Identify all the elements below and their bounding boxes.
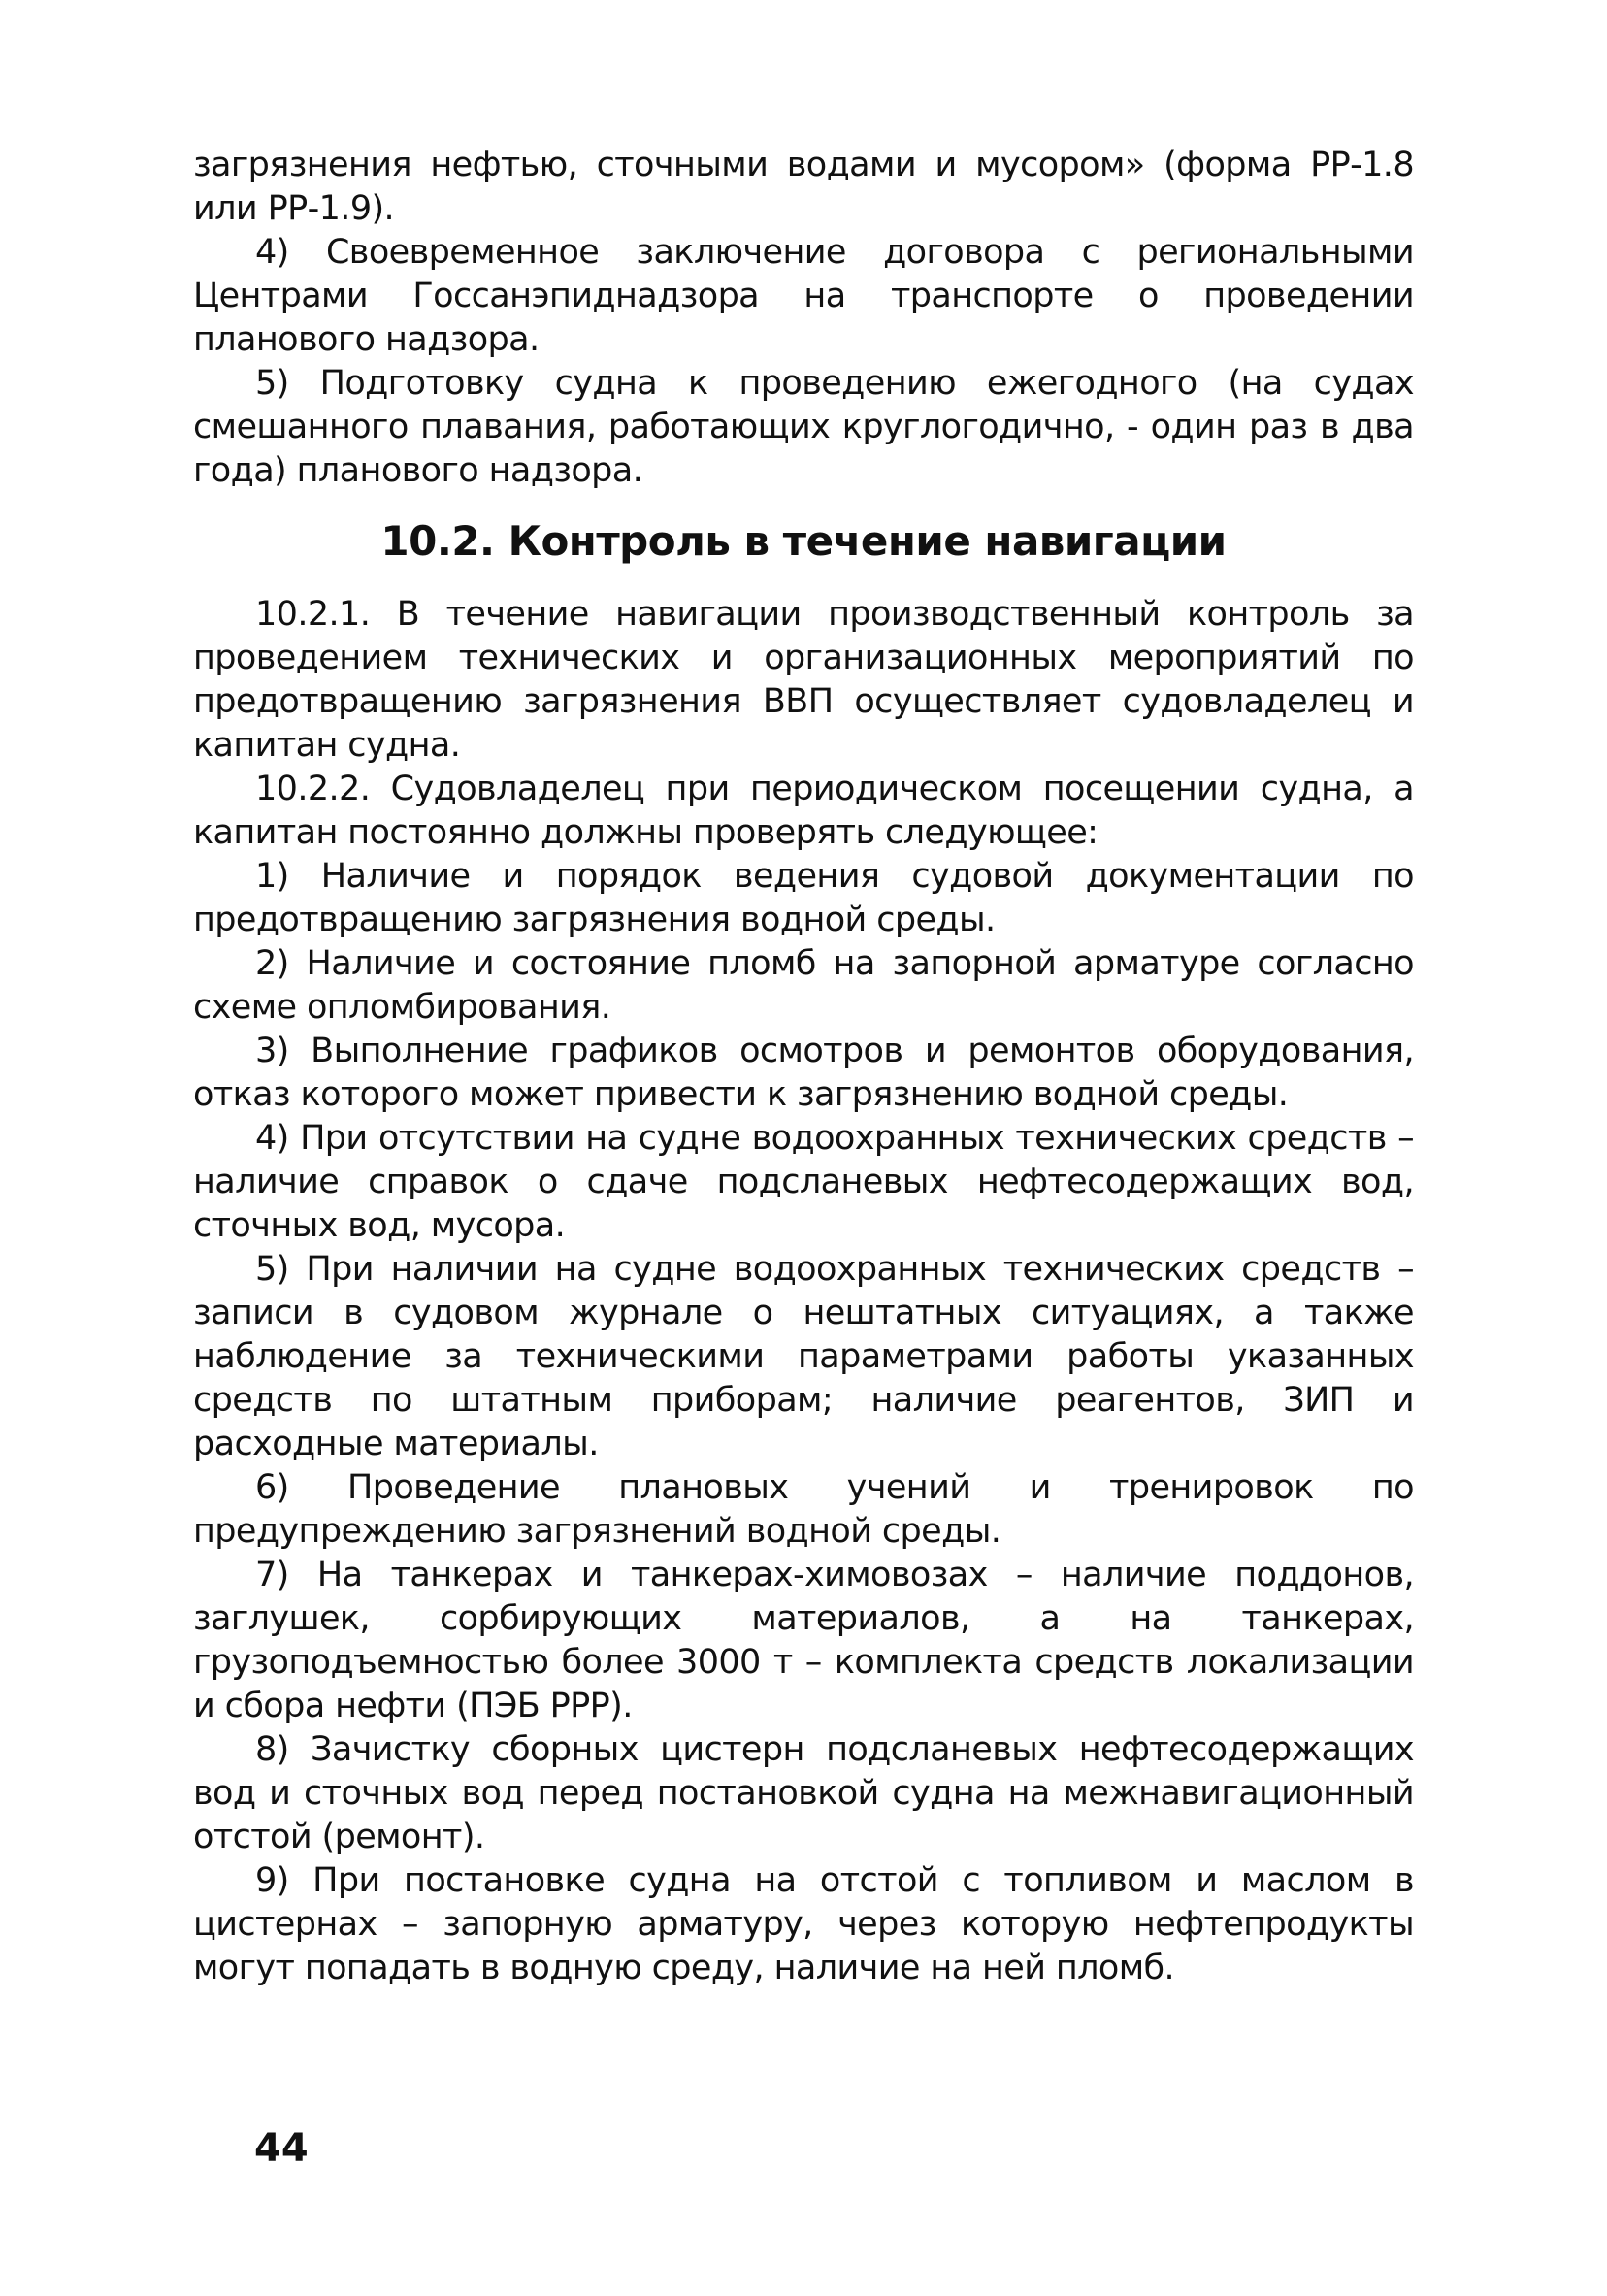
paragraph-10-2-1: 10.2.1. В течение навигации производственный контроль за проведением технических и организационных мероприятий по предотвращению загрязнения ВВП осуществляет судовладелец и капитан судна. bbox=[193, 595, 1414, 765]
paragraph-continued: загрязнения нефтью, сточными водами и мусором» (форма РР-1.8 или РР-1.9). bbox=[193, 146, 1414, 228]
list-item-3: 3) Выполнение графиков осмотров и ремонтов оборудования, отказ которого может привести к загрязнению водной среды. bbox=[193, 1032, 1414, 1114]
list-item-8: 8) Зачистку сборных цистерн подсланевых нефтесодержащих вод и сточных вод перед постановкой судна на межнавигационный отстой (ремонт). bbox=[193, 1730, 1414, 1856]
paragraph-item-5: 5) Подготовку судна к проведению ежегодного (на судах смешанного плавания, работающих круглогодично, - один раз в два года) планового надзора. bbox=[193, 364, 1414, 490]
paragraph-item-4: 4) Своевременное заключение договора с региональными Центрами Госсанэпиднадзора на транспорте о проведении планового надзора. bbox=[193, 233, 1414, 359]
list-item-1: 1) Наличие и порядок ведения судовой документации по предотвращению загрязнения водной среды. bbox=[193, 857, 1414, 939]
page-number: 44 bbox=[254, 2126, 309, 2171]
list-item-4: 4) При отсутствии на судне водоохранных технических средств – наличие справок о сдаче подсланевых нефтесодержащих вод, сточных вод, мусора. bbox=[193, 1119, 1414, 1245]
page-body bbox=[193, 144, 1414, 1990]
list-item-6: 6) Проведение плановых учений и тренировок по предупреждению загрязнений водной среды. bbox=[193, 1468, 1414, 1551]
list-item-5: 5) При наличии на судне водоохранных технических средств – записи в судовом журнале о нештатных ситуациях, а также наблюдение за техническими параметрами работы указанных средств по штатным приборам; наличие реагентов, ЗИП и расходные материалы. bbox=[193, 1250, 1414, 1463]
paragraph-10-2-2: 10.2.2. Судовладелец при периодическом посещении судна, а капитан постоянно должны проверять следующее: bbox=[193, 770, 1414, 852]
section-heading: 10.2. Контроль в течение навигации bbox=[380, 517, 1227, 565]
list-item-2: 2) Наличие и состояние пломб на запорной арматуре согласно схеме опломбирования. bbox=[193, 944, 1414, 1027]
list-item-7: 7) На танкерах и танкерах-химовозах – наличие поддонов, заглушек, сорбирующих материалов, а на танкерах, грузоподъемностью более 3000 т – комплекта средств локализации и сбора нефти (ПЭБ РРР). bbox=[193, 1556, 1414, 1725]
list-item-9: 9) При постановке судна на отстой с топливом и маслом в цистернах – запорную арматуру, через которую нефтепродукты могут попадать в водную среду, наличие на ней пломб. bbox=[193, 1861, 1414, 1987]
